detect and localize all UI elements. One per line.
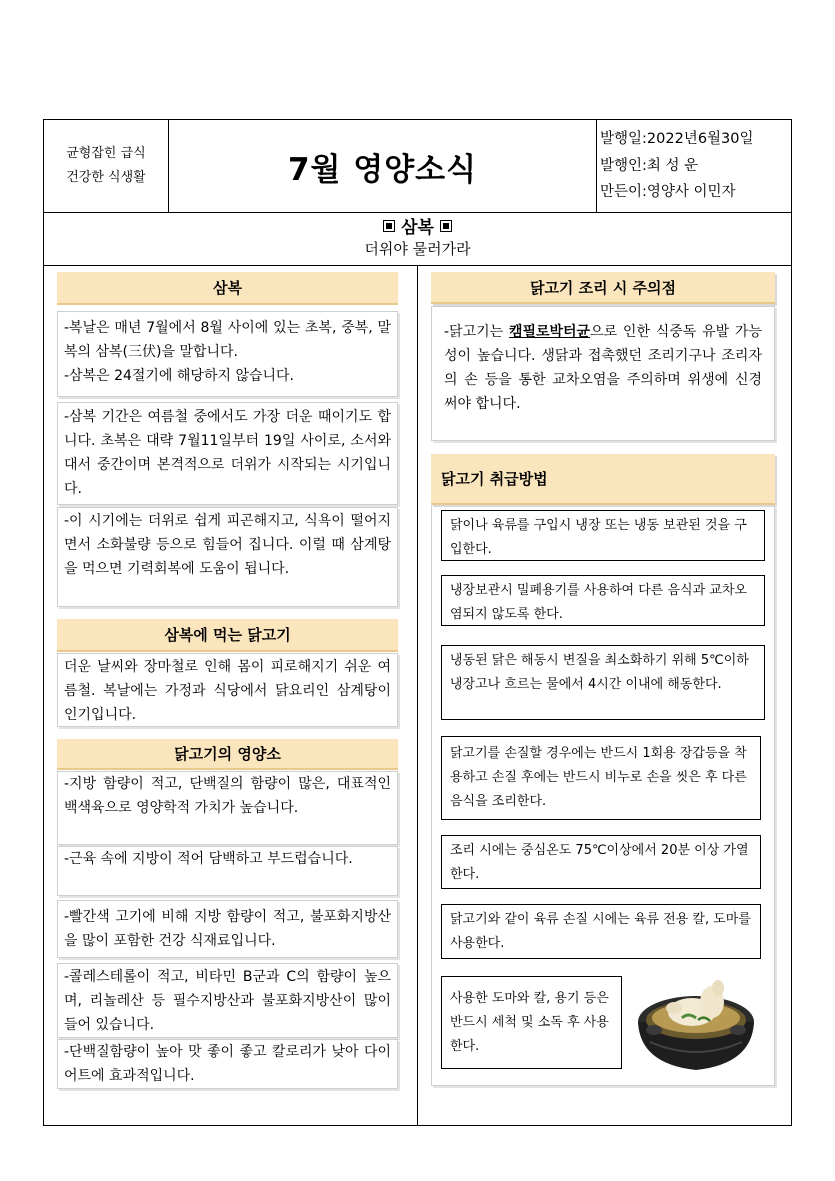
sambok-text-2: -삼복은 24절기에 해당하지 않습니다.	[64, 368, 295, 384]
section-header-handling: 닭고기 취급방법	[431, 454, 775, 505]
caution-text-pre: -닭고기는	[444, 324, 509, 340]
square-bullet-icon	[383, 220, 395, 232]
sambok-text-1: -복날은 매년 7월에서 8월 사이에 있는 초복, 중복, 말복의 삼복(三伏)을 말합니다.	[64, 320, 391, 360]
section-header-chicken: 삼복에 먹는 닭고기	[57, 619, 398, 652]
caution-box	[431, 306, 775, 441]
section-header-nutrition: 닭고기의 영양소	[57, 739, 398, 770]
caution-text-post: 으로 인한 식중독 유발 가능성이 높습니다. 생닭과 접촉했던 조리기구나 조리자의 손 등을 통한 교차오염을 주의하며 위생에 신경 써야 합니다.	[444, 324, 762, 412]
sambok-box-3	[57, 507, 398, 607]
handling-item: 닭고기를 손질할 경우에는 반드시 1회용 장갑등을 착용하고 손질 후에는 반드시 비누로 손을 씻은 후 다른 음식을 조리한다.	[441, 736, 761, 820]
caution-text	[444, 320, 762, 416]
handling-item: 사용한 도마와 칼, 용기 등은 반드시 세척 및 소독 후 사용한다.	[441, 976, 622, 1069]
motto-line-1: 균형잡힌 급식	[66, 146, 146, 161]
nutrition-box-5	[57, 1039, 398, 1089]
square-bullet-icon	[440, 220, 452, 232]
nutrition-text-2: -근육 속에 지방이 적어 담백하고 부드럽습니다.	[64, 851, 353, 867]
nutrition-box-2	[57, 846, 398, 896]
motto-cell	[44, 120, 169, 212]
subtitle-main-row	[44, 217, 791, 239]
handling-item: 조리 시에는 중심온도 75℃이상에서 20분 이상 가열한다.	[441, 835, 761, 889]
page-title: 7월 영양소식	[169, 120, 597, 212]
chicken-box	[57, 653, 398, 727]
sambok-box-1	[57, 311, 398, 397]
newsletter-frame	[43, 119, 792, 1126]
chicken-text: 더운 날씨와 장마철로 인해 몸이 피로해지기 쉬운 여름철. 복날에는 가정과 식당에서 닭요리인 삼계탕이 인기입니다.	[64, 659, 391, 723]
samgyetang-pot-icon	[632, 972, 764, 1080]
nutrition-box-1	[57, 771, 398, 845]
handling-item: 닭이나 육류를 구입시 냉장 또는 냉동 보관된 것을 구입한다.	[441, 510, 765, 561]
nutrition-box-3	[57, 900, 398, 958]
bacteria-name: 캠필로박터균	[508, 324, 591, 340]
sambok-text-3: -삼복 기간은 여름철 중에서도 가장 더운 때이기도 합니다. 초복은 대략 7월11일부터 19일 사이로, 소서와 대서 중간이며 본격적으로 더위가 시작되는 시기입니다.	[64, 409, 391, 497]
sambok-text-4: -이 시기에는 더위로 쉽게 피곤해지고, 식욕이 떨어지면서 소화불량 등으로 힘들어 집니다. 이럴 때 삼계탕을 먹으면 기력회복에 도움이 됩니다.	[64, 513, 391, 577]
motto-line-2: 건강한 식생활	[66, 170, 146, 185]
handling-item: 냉장보관시 밀폐용기를 사용하여 다른 음식과 교차오염되지 않도록 한다.	[441, 575, 765, 626]
handling-item: 닭고기와 같이 육류 손질 시에는 육류 전용 칼, 도마를 사용한다.	[441, 904, 761, 959]
nutrition-text-4: -콜레스테롤이 적고, 비타민 B군과 C의 함량이 높으며, 리놀레산 등 필수지방산과 불포화지방산이 많이 들어 있습니다.	[64, 969, 391, 1033]
subtitle-tagline: 더위야 물러가라	[364, 240, 471, 258]
nutrition-box-4	[57, 963, 398, 1038]
issue-info	[597, 120, 791, 212]
author: 만든이:영양사 이민자	[600, 184, 736, 201]
subtitle-banner	[44, 213, 791, 264]
column-divider	[417, 265, 418, 1125]
nutrition-text-3: -빨간색 고기에 비해 지방 함량이 적고, 불포화지방산을 많이 포함한 건강 식재료입니다.	[64, 909, 391, 949]
nutrition-text-1: -지방 함량이 적고, 단백질의 함량이 많은, 대표적인 백색육으로 영양학적 가치가 높습니다.	[64, 776, 391, 816]
nutrition-text-5: -단백질함량이 높아 맛 좋이 좋고 칼로리가 낮아 다이어트에 효과적입니다.	[64, 1044, 391, 1084]
section-header-caution: 닭고기 조리 시 주의점	[431, 272, 775, 304]
handling-item: 냉동된 닭은 해동시 변질을 최소화하기 위해 5℃이하 냉장고나 흐르는 물에서 4시간 이내에 해동한다.	[441, 645, 765, 720]
issue-date: 발행일:2022년6월30일	[600, 131, 754, 148]
sambok-box-2	[57, 402, 398, 505]
publisher: 발행인:최 성 운	[600, 157, 699, 174]
section-header-sambok: 삼복	[57, 272, 398, 305]
subtitle-main: 삼복	[401, 218, 434, 238]
